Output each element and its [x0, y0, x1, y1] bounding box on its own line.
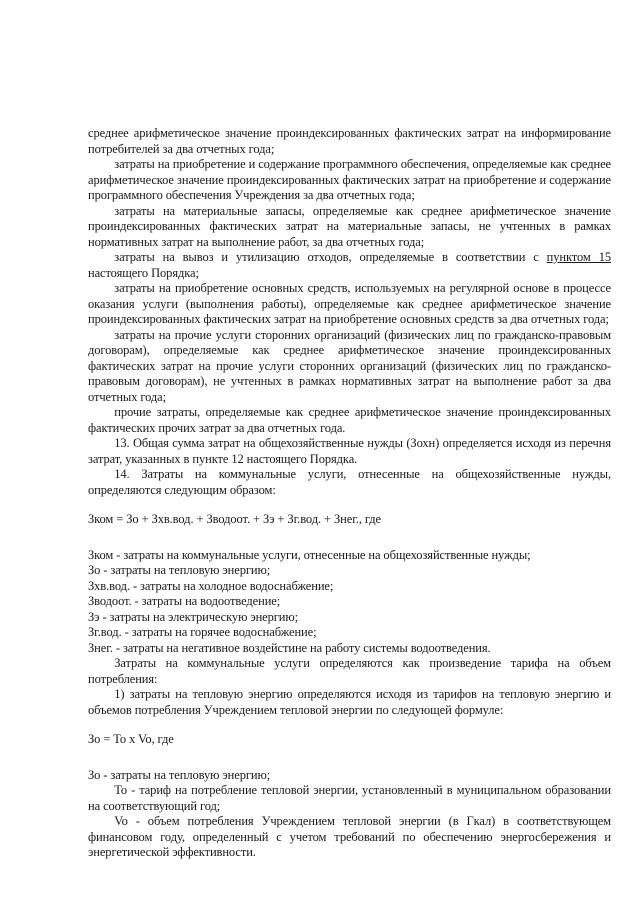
paragraph-fixed-assets-costs: затраты на приобретение основных средств, используемых на регулярной основе в процессе оказания услуги (выполнения работы), определяемые как среднее арифметическое значение проиндексированных фактических затрат на приобретение основных средств за два отчетных года;: [88, 281, 611, 326]
definition-zkom: Зком - затраты на коммунальные услуги, отнесенные на общехозяйственные нужды;: [88, 547, 531, 562]
clause-14: 14. Затраты на коммунальные услуги, отнесенные на общехозяйственные нужды, определяются следующим образом:: [88, 467, 611, 497]
waste-text-after: настоящего Порядка;: [88, 265, 199, 280]
formula-heat: Зо = То x Vo, где: [88, 732, 174, 746]
item-1-heat-energy: 1) затраты на тепловую энергию определяются исходя из тарифов на тепловую энергию и объемов потребления Учреждением тепловой энергии по следующей формуле:: [88, 687, 611, 717]
definition-vo: Vo - объем потребления Учреждением тепловой энергии (в Гкал) в соответствующем финансовом году, определенный с учетом требований по обеспечению энергосбережения и энергетической эффективности.: [88, 814, 611, 859]
clause-13: 13. Общая сумма затрат на общехозяйственные нужды (Зохн) определяется исходя из перечня затрат, указанных в пункте 12 настоящего Порядка.: [88, 436, 611, 466]
link-clause-15[interactable]: пунктом 15: [546, 250, 611, 264]
paragraph-tariff-volume: Затраты на коммунальные услуги определяются как произведение тарифа на объем потребления:: [88, 656, 611, 686]
definition-zo: Зо - затраты на тепловую энергию;: [88, 563, 271, 577]
definition-to: То - тариф на потребление тепловой энергии, установленный в муниципальном образовании на соответствующий год;: [88, 783, 611, 813]
paragraph-other-costs: прочие затраты, определяемые как среднее арифметическое значение проиндексированных фактических прочих затрат за два отчетных года.: [88, 405, 611, 435]
definition-zvodoot: Зводоот. - затраты на водоотведение;: [88, 594, 281, 608]
definition-zgv: Зг.вод. - затраты на горячее водоснабжение;: [88, 625, 317, 639]
formula-utilities: Зком = Зо + Зхв.вод. + Зводоот. + Зэ + Зг.вод. + Знег., где: [88, 512, 382, 526]
paragraph-third-party-services: затраты на прочие услуги сторонних организаций (физических лиц по гражданско-правовым договорам), определяемые как среднее арифметическое значение проиндексированных фактических затрат на прочие услуги сторонних организаций (физических лиц по гражданско-правовым договорам), не учтенных в рамках нормативных затрат на выполнение работ за два отчетных года;: [88, 327, 611, 404]
definition-zneg: Знег. - затраты на негативное воздейстине на работу системы водоотведения.: [88, 640, 491, 655]
paragraph-waste-costs: [88, 250, 611, 281]
definition-zo-heat: Зо - затраты на тепловую энергию;: [88, 767, 271, 782]
waste-text-before: затраты на вывоз и утилизацию отходов, определяемые в соответствии с: [114, 250, 547, 264]
paragraph-software-costs: затраты на приобретение и содержание программного обеспечения, определяемые как среднее арифметическое значение проиндексированных фактических затрат на приобретение и содержание программного обеспечения Учреждения за два отчетных года;: [88, 157, 611, 202]
paragraph-material-costs: затраты на материальные запасы, определяемые как среднее арифметическое значение проиндексированных фактических затрат на материальные запасы, не учтенных в рамках нормативных затрат на выполнение работ, за два отчетных года;: [88, 203, 611, 249]
definition-zhv: Зхв.вод. - затраты на холодное водоснабжение;: [88, 578, 334, 593]
paragraph-informing-costs: среднее арифметическое значение проиндексированных фактических затрат на информирование потребителей за два отчетных года;: [88, 126, 611, 156]
definition-ze: Зэ - затраты на электрическую энергию;: [88, 609, 299, 624]
